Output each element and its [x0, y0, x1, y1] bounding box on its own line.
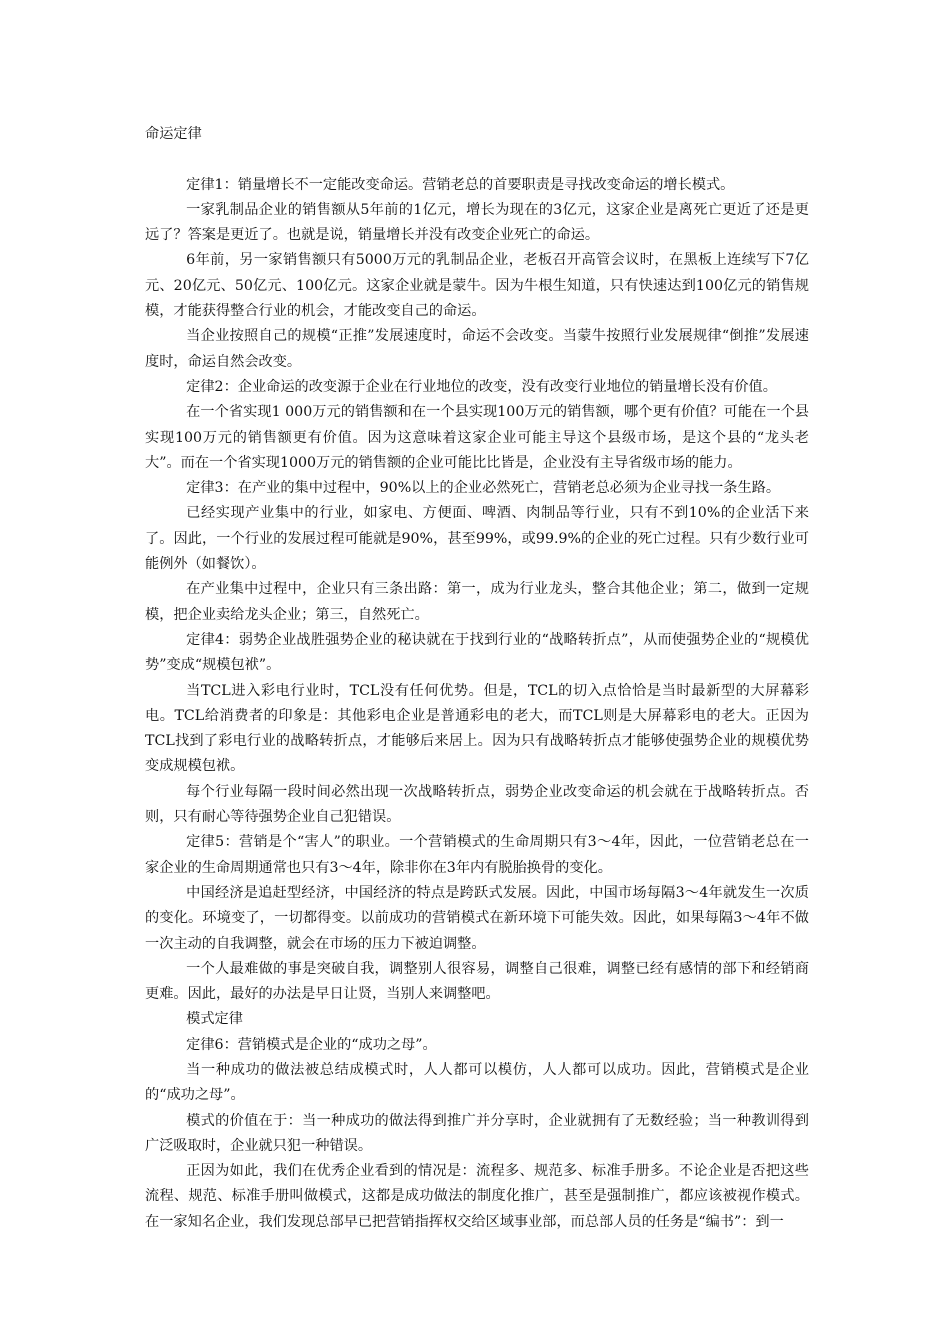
- blank-line: [145, 147, 809, 172]
- document-body: [145, 122, 809, 1235]
- paragraph: 正因为如此，我们在优秀企业看到的情况是：流程多、规范多、标准手册多。不论企业是否把这些流程、规范、标准手册叫做模式，这都是成功做法的制度化推广，甚至是强制推广，都应该被视作模式。在一家知名企业，我们发现总部早已把营销指挥权交给区域事业部，而总部人员的任务是“编书”：到一: [145, 1163, 809, 1230]
- paragraph: 一个人最难做的事是突破自我，调整别人很容易，调整自己很难，调整已经有感情的部下和经销商更难。因此，最好的办法是早日让贤，当别人来调整吧。: [145, 960, 809, 1003]
- paragraph: 定律6：营销模式是企业的“成功之母”。: [186, 1036, 437, 1053]
- paragraph: 当TCL进入彩电行业时，TCL没有任何优势。但是，TCL的切入点恰恰是当时最新型的大屏幕彩电。TCL给消费者的印象是：其他彩电企业是普通彩电的老大，而TCL则是大屏幕彩电的老大。正因为TCL找到了彩电行业的战略转折点，才能够后来居上。因为只有战略转折点才能够使强势企业的规模优势变成规模包袱。: [145, 682, 809, 775]
- paragraph: 中国经济是追赶型经济，中国经济的特点是跨跃式发展。因此，中国市场每隔3～4年就发生一次质的变化。环境变了，一切都得变。以前成功的营销模式在新环境下可能失效。因此，如果每隔3～4年不做一次主动的自我调整，就会在市场的压力下被迫调整。: [145, 884, 809, 952]
- paragraph: 已经实现产业集中的行业，如家电、方便面、啤酒、肉制品等行业，只有不到10%的企业活下来了。因此，一个行业的发展过程可能就是90%，甚至99%，或99.9%的企业的死亡过程。只有少数行业可能例外（如餐饮）。: [145, 505, 809, 573]
- paragraph: 当一种成功的做法被总结成模式时，人人都可以模仿，人人都可以成功。因此，营销模式是企业的“成功之母”。: [145, 1061, 809, 1104]
- paragraph: 定律3：在产业的集中过程中，90%以上的企业必然死亡，营销老总必须为企业寻找一条生路。: [186, 480, 781, 497]
- paragraph-list: [145, 173, 809, 1235]
- paragraph: 在一个省实现1 000万元的销售额和在一个县实现100万元的销售额，哪个更有价值？可能在一个县实现100万元的销售额更有价值。因为这意味着这家企业可能主导这个县级市场，是这个县的“龙头老大”。而在一个省实现1000万元的销售额的企业可能比比皆是，企业没有主导省级市场的能力。: [145, 404, 809, 471]
- paragraph: 在产业集中过程中，企业只有三条出路：第一，成为行业龙头，整合其他企业；第二，做到一定规模，把企业卖给龙头企业；第三，自然死亡。: [145, 581, 809, 623]
- paragraph: 模式定律: [186, 1011, 243, 1028]
- paragraph: 模式的价值在于：当一种成功的做法得到推广并分享时，企业就拥有了无数经验；当一种教训得到广泛吸取时，企业就只犯一种错误。: [145, 1112, 809, 1154]
- paragraph: 定律1：销量增长不一定能改变命运。营销老总的首要职责是寻找改变命运的增长模式。: [186, 176, 735, 193]
- paragraph: 当企业按照自己的规模“正推”发展速度时，命运不会改变。当蒙牛按照行业发展规律“倒推”发展速度时，命运自然会改变。: [145, 328, 809, 370]
- paragraph: 6年前，另一家销售额只有5000万元的乳制品企业，老板召开高管会议时，在黑板上连续写下7亿元、20亿元、50亿元、100亿元。这家企业就是蒙牛。因为牛根生知道，只有快速达到100亿元的销售规模，才能获得整合行业的机会，才能改变自己的命运。: [145, 252, 809, 320]
- paragraph: 一家乳制品企业的销售额从5年前的1亿元，增长为现在的3亿元，这家企业是离死亡更近了还是更远了？答案是更近了。也就是说，销量增长并没有改变企业死亡的命运。: [145, 201, 809, 244]
- document-title: 命运定律: [145, 126, 202, 142]
- paragraph: 定律2：企业命运的改变源于企业在行业地位的改变，没有改变行业地位的销量增长没有价值。: [186, 378, 777, 395]
- paragraph: 每个行业每隔一段时间必然出现一次战略转折点，弱势企业改变命运的机会就在于战略转折点。否则，只有耐心等待强势企业自己犯错误。: [145, 783, 809, 826]
- paragraph: 定律4：弱势企业战胜强势企业的秘诀就在于找到行业的“战略转折点”，从而使强势企业的“规模优势”变成“规模包袱”。: [145, 631, 809, 674]
- paragraph: 定律5：营销是个“害人”的职业。一个营销模式的生命周期只有3～4年，因此，一位营销老总在一家企业的生命周期通常也只有3～4年，除非你在3年内有脱胎换骨的变化。: [145, 834, 809, 876]
